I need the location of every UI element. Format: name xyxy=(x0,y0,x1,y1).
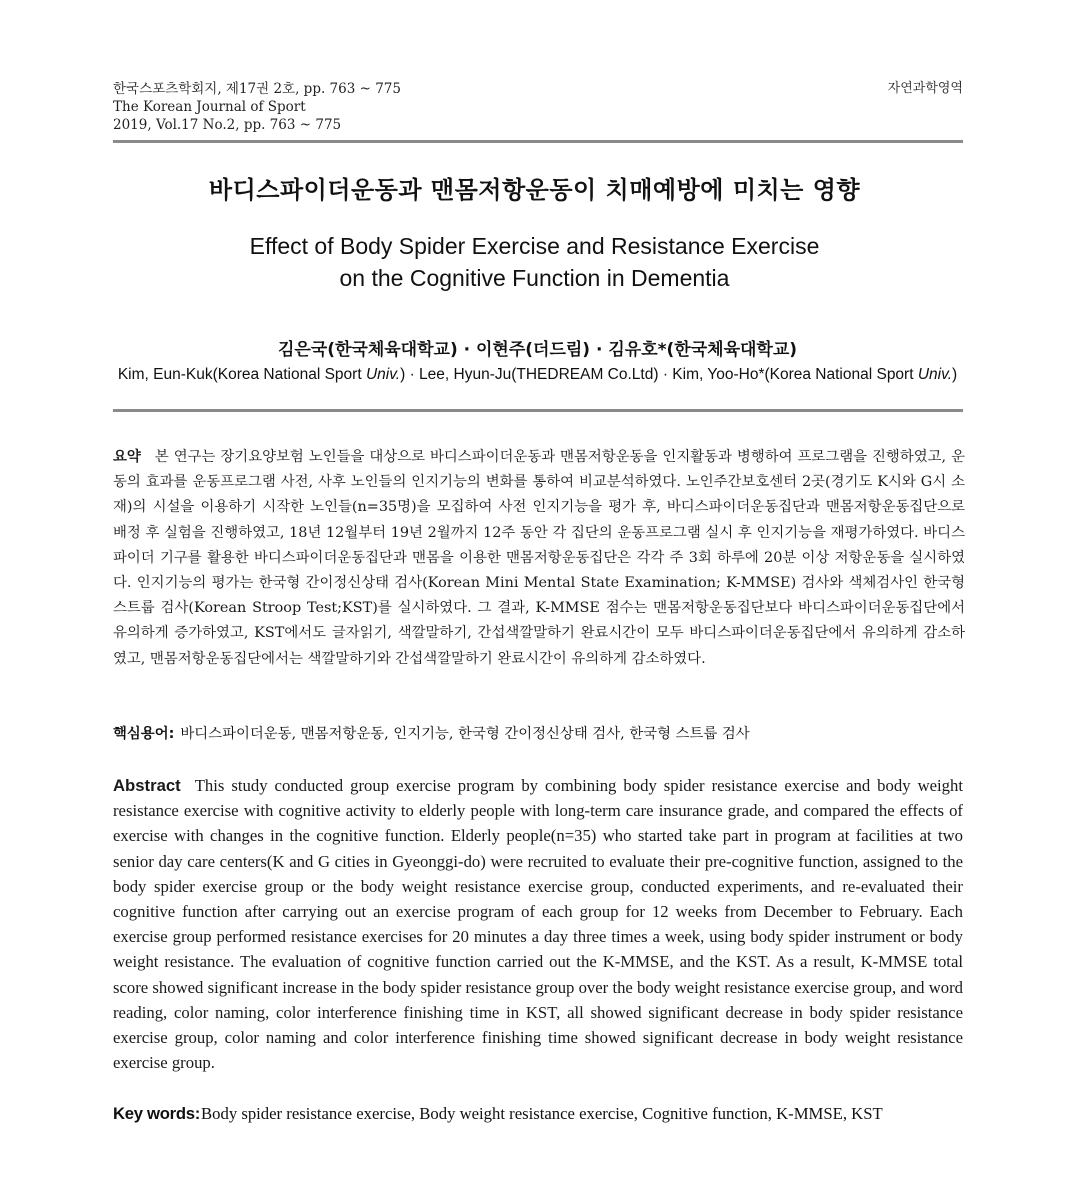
title-korean: 바디스파이더운동과 맨몸저항운동이 치매예방에 미치는 영향 xyxy=(208,176,861,204)
english-keywords xyxy=(113,1101,969,1126)
keywords-ko-label: 핵심용어: xyxy=(113,726,175,742)
abstract-text: This study conducted group exercise program by combining body spider resistance exercise and body weight resistance exercise with cognitive activity to elderly people with long-term care insurance grade, and compared the effects of exercise with changes in the cognitive function. Elderly people(n=35) who started take part in program at facilities at two senior day care centers(K and G cities in Gyeonggi-do) were recruited to evaluate their pre-cognitive function, assigned to the body spider exercise group or the body weight resistance exercise group, conducted experiments, and re-evaluated their cognitive function after carrying out an exercise program of each group for 12 weeks from December to February. Each exercise group performed resistance exercises for 20 minutes a day three times a week, using body spider instrument or body weight resistance. The evaluation of cognitive function carried out the K-MMSE, and the KST. As a result, K-MMSE total score showed significant increase in the body spider resistance group over the body weight resistance exercise group, and word reading, color naming, color interference finishing time in KST, all showed significant decrease in body spider resistance exercise group, color naming and color interference finishing time showed significant decrease in body weight resistance exercise group. xyxy=(113,776,963,1073)
keywords-en-label: Key words: xyxy=(113,1104,200,1123)
header-divider xyxy=(113,140,963,143)
authors-divider xyxy=(113,409,963,412)
journal-name-en: The Korean Journal of Sport xyxy=(113,99,306,115)
summary-label: 요약 xyxy=(113,449,141,465)
citation-block xyxy=(113,80,963,134)
korean-keywords xyxy=(113,722,965,747)
section-label: 자연과학영역 xyxy=(887,81,963,96)
journal-name-ko: 한국스포츠학회지, 제17권 2호, pp. 763 ~ 775 xyxy=(113,81,401,97)
author-affil-univ-2: Univ. xyxy=(917,366,953,383)
english-abstract xyxy=(113,773,963,1075)
abstract-label: Abstract xyxy=(113,776,181,795)
authors-korean: 김은국(한국체육대학교) · 이현주(더드림) · 김유호*(한국체육대학교) xyxy=(277,340,798,360)
author-affil-univ-1: Univ. xyxy=(365,366,401,383)
volume-info: 2019, Vol.17 No.2, pp. 763 ~ 775 xyxy=(113,117,342,133)
keywords-ko-text: 바디스파이더운동, 맨몸저항운동, 인지기능, 한국형 간이정신상태 검사, 한국형 스트룹 검사 xyxy=(180,726,750,742)
keywords-en-text: Body spider resistance exercise, Body weight resistance exercise, Cognitive function, K-MMSE, KST xyxy=(201,1104,883,1123)
author-affil-part-2: ) · Lee, Hyun-Ju(THEDREAM Co.Ltd) · Kim, Yoo-Ho*(Korea National Sport xyxy=(400,366,918,383)
title-english xyxy=(0,230,1069,294)
authors-english xyxy=(0,366,1069,384)
korean-summary xyxy=(113,445,965,672)
author-affil-part-3: ) xyxy=(952,366,958,383)
title-english-line-1: Effect of Body Spider Exercise and Resistance Exercise xyxy=(249,233,820,259)
title-english-line-2: on the Cognitive Function in Dementia xyxy=(339,265,730,291)
summary-text: 본 연구는 장기요양보험 노인들을 대상으로 바디스파이더운동과 맨몸저항운동을 인지활동과 병행하여 프로그램을 진행하였고, 운동의 효과를 운동프로그램 사전, 사후 노인들의 인지기능의 변화를 통하여 비교분석하였다. 노인주간보호센터 2곳(경기도 K시와 G시 소재)의 시설을 이용하기 시작한 노인들(n=35명)을 모집하여 사전 인지기능을 평가 후, 바디스파이더운동집단과 맨몸저항운동집단으로 배정 후 실험을 진행하였고, 18년 12월부터 19년 2월까지 12주 동안 각 집단의 운동프로그램 실시 후 인지기능을 재평가하였다. 바디스파이더 기구를 활용한 바디스파이더운동집단과 맨몸을 이용한 맨몸저항운동집단은 각각 주 3회 하루에 20분 이상 저항운동을 실시하였다. 인지기능의 평가는 한국형 간이정신상태 검사(Korean Mini Mental State Examination; K-MMSE) 검사와 색체검사인 한국형 스트룹 검사(Korean Stroop Test;KST)를 실시하였다. 그 결과, K-MMSE 점수는 맨몸저항운동집단보다 바디스파이더운동집단에서 유의하게 증가하였고, KST에서도 글자읽기, 색깔말하기, 간섭색깔말하기 완료시간이 모두 바디스파이더운동집단에서 유의하게 감소하였고, 맨몸저항운동집단에서는 색깔말하기와 간섭색깔말하기 완료시간이 유의하게 감소하였다. xyxy=(113,449,965,667)
author-affil-part-1: Kim, Eun-Kuk(Korea National Sport xyxy=(117,366,366,383)
running-header xyxy=(113,80,963,134)
